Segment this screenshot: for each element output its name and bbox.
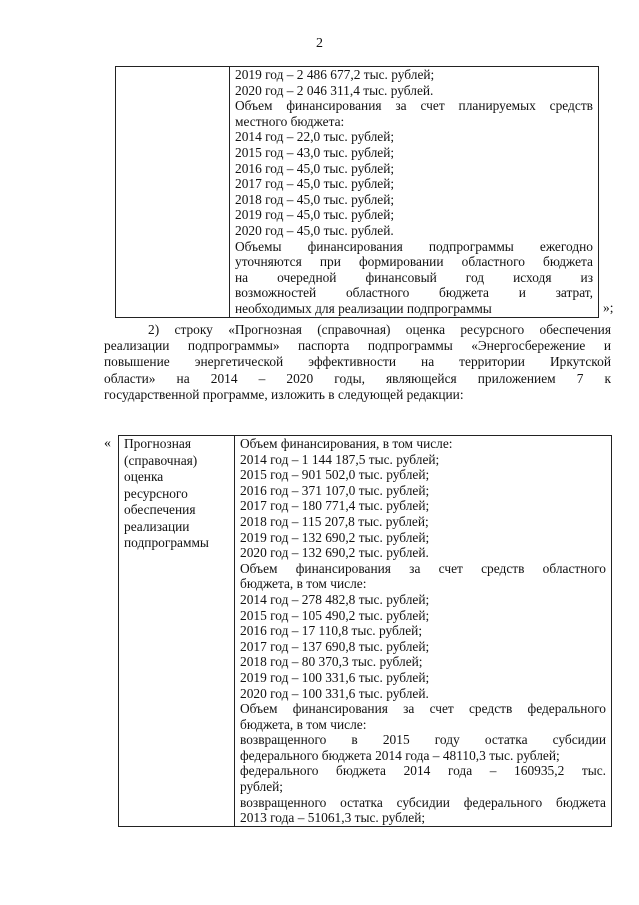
table2-right-line: бюджета, в том числе: bbox=[240, 576, 367, 592]
table1-line: 2014 год – 22,0 тыс. рублей; bbox=[235, 129, 395, 145]
table2-right-line: Объем финансирования, в том числе: bbox=[240, 436, 453, 451]
table2-left-line: Прогнозная bbox=[124, 436, 191, 451]
table2-left-line: ресурсного bbox=[124, 485, 188, 501]
table2-right-line: 2018 год – 115 207,8 тыс. рублей; bbox=[240, 513, 429, 529]
table1-line: уточняются при формировании областного бюджета bbox=[235, 254, 593, 270]
table2-right-line: 2019 год – 100 331,6 тыс. рублей; bbox=[240, 669, 430, 685]
page-number: 2 bbox=[316, 36, 323, 51]
table2-right-line: 2020 год – 132 690,2 тыс. рублей. bbox=[240, 545, 429, 561]
financing-table-new bbox=[118, 435, 612, 827]
table2-right-line: федерального бюджета 2014 года – 48110,3 тыс. рублей; bbox=[240, 747, 560, 763]
table2-right-line: федерального бюджета 2014 года – 160935,2 тыс. bbox=[240, 763, 606, 779]
table2-right-line: бюджета, в том числе: bbox=[240, 716, 367, 732]
table1-left-cell bbox=[116, 67, 230, 318]
opening-quote: « bbox=[104, 436, 111, 451]
table2-left-line: (справочная) bbox=[124, 452, 198, 468]
table2-left-line: обеспечения bbox=[124, 502, 196, 517]
table2-right-line: 2016 год – 371 107,0 тыс. рублей; bbox=[240, 482, 430, 498]
table1-line: Объемы финансирования подпрограммы ежегодно bbox=[235, 238, 593, 254]
table1-line: 2019 год – 2 486 677,2 тыс. рублей; bbox=[235, 67, 435, 82]
table1-right-cell bbox=[230, 67, 599, 318]
table1-line: 2018 год – 45,0 тыс. рублей; bbox=[235, 191, 395, 207]
table2-right-line: 2017 год – 137 690,8 тыс. рублей; bbox=[240, 638, 430, 654]
table2-right-line: возвращенного остатка субсидии федерального бюджета bbox=[240, 794, 606, 810]
table2-right-line: 2014 год – 278 482,8 тыс. рублей; bbox=[240, 591, 430, 607]
table2-left-line: оценка bbox=[124, 469, 164, 484]
table2-right-line: 2016 год – 17 110,8 тыс. рублей; bbox=[240, 623, 423, 639]
table2-right-line: возвращенного в 2015 году остатка субсидии bbox=[240, 732, 606, 748]
closing-quote-semicolon: »; bbox=[603, 300, 614, 315]
table1-line: 2020 год – 45,0 тыс. рублей. bbox=[235, 222, 394, 238]
table1-line: местного бюджета: bbox=[235, 113, 345, 129]
table2-right-line: 2014 год – 1 144 187,5 тыс. рублей; bbox=[240, 451, 440, 467]
financing-table-continued bbox=[115, 66, 599, 318]
table1-line: возможностей областного бюджета и затрат, bbox=[235, 285, 593, 301]
table2-right-line: рублей; bbox=[240, 779, 284, 795]
table1-line: 2019 год – 45,0 тыс. рублей; bbox=[235, 207, 395, 223]
table2-right-line: Объем финансирования за счет средств областного bbox=[240, 560, 606, 576]
table2-right-cell bbox=[235, 436, 612, 827]
table2-right-line: 2017 год – 180 771,4 тыс. рублей; bbox=[240, 498, 430, 514]
table2-right-line: Объем финансирования за счет средств федерального bbox=[240, 701, 606, 717]
table2-right-line: 2013 года – 51061,3 тыс. рублей; bbox=[240, 810, 426, 826]
table2-right-line: 2020 год – 100 331,6 тыс. рублей. bbox=[240, 685, 429, 701]
table2-left-line: реализации bbox=[124, 518, 190, 534]
table2-right-line: 2019 год – 132 690,2 тыс. рублей; bbox=[240, 529, 430, 545]
table1-line: на очередной финансовый год исходя из bbox=[235, 269, 593, 285]
table1-line: 2015 год – 43,0 тыс. рублей; bbox=[235, 144, 395, 160]
table1-line: 2017 год – 45,0 тыс. рублей; bbox=[235, 176, 395, 192]
amendment-paragraph bbox=[104, 322, 611, 403]
table1-line: необходимых для реализации подпрограммы bbox=[235, 300, 492, 316]
table2-right-line: 2018 год – 80 370,3 тыс. рублей; bbox=[240, 654, 423, 670]
paragraph-line: области» на 2014 – 2020 годы, являющейся приложением 7 к bbox=[104, 370, 611, 386]
paragraph-line: реализации подпрограммы» паспорта подпрограммы «Энергосбережение и bbox=[104, 338, 611, 354]
table1-line: 2016 год – 45,0 тыс. рублей; bbox=[235, 160, 395, 176]
table2-left-line: подпрограммы bbox=[124, 535, 209, 550]
table2-right-line: 2015 год – 901 502,0 тыс. рублей; bbox=[240, 467, 430, 483]
table2-right-line: 2015 год – 105 490,2 тыс. рублей; bbox=[240, 607, 430, 623]
table2-left-cell bbox=[119, 436, 235, 827]
table1-line: Объем финансирования за счет планируемых средств bbox=[235, 98, 593, 114]
paragraph-line: повышение энергетической эффективности на территории Иркутской bbox=[104, 354, 611, 370]
paragraph-line: 2) строку «Прогнозная (справочная) оценка ресурсного обеспечения bbox=[148, 322, 611, 337]
paragraph-line: государственной программе, изложить в следующей редакции: bbox=[104, 386, 464, 402]
table1-line: 2020 год – 2 046 311,4 тыс. рублей. bbox=[235, 82, 434, 98]
